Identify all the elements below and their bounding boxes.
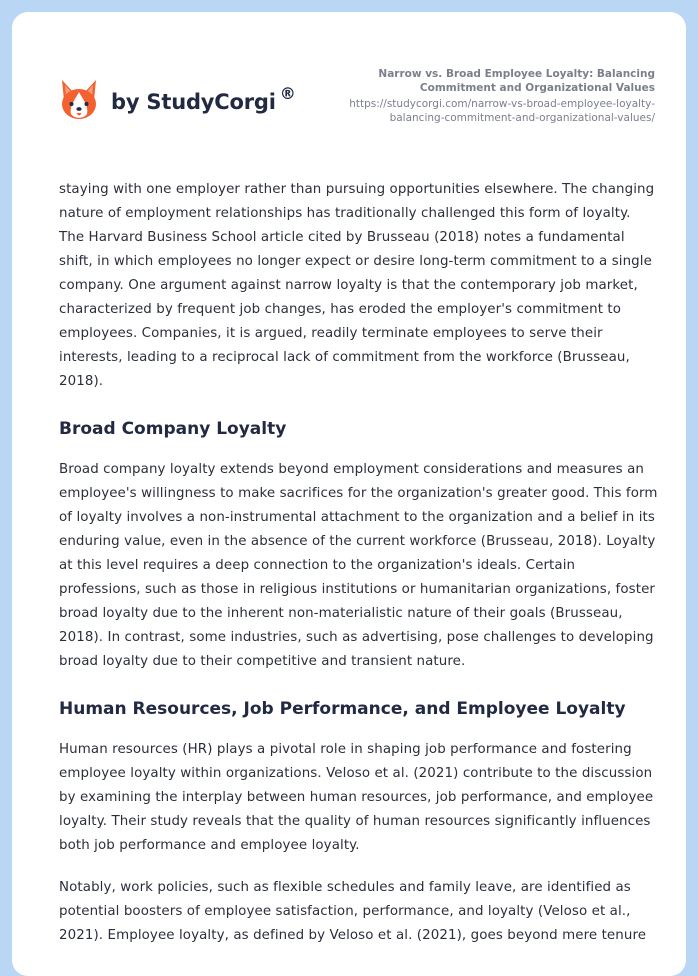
body-paragraph: staying with one employer rather than pursuing opportunities elsewhere. The changing nature of employment relationships has traditionally challenged this form of loyalty. The Harvard Business School article cited by Brusseau (2018) notes a fundamental shift, in which employees no longer expect or desire long-term commitment to a single company. One argument against narrow loyalty is that the contemporary job market, characterized by frequent job changes, has eroded the employer's commitment to employees. Companies, it is argued, readily terminate employees to serve their interests, leading to a reciprocal lack of commitment from the workforce (Brusseau, 2018). xyxy=(59,182,655,389)
section-heading: Human Resources, Job Performance, and Employee Loyalty xyxy=(59,699,626,719)
logo-text xyxy=(111,84,296,114)
corgi-icon xyxy=(59,78,99,122)
page-header xyxy=(12,12,686,162)
body-paragraph: Notably, work policies, such as flexible schedules and family leave, are identified as potential boosters of employee satisfaction, performance, and loyalty (Veloso et al., 2021). Employee loyalty, as defined by Veloso et al. (2021), goes beyond mere tenure xyxy=(59,880,647,943)
section-heading: Broad Company Loyalty xyxy=(59,419,287,439)
logo-wordmark: by StudyCorgi xyxy=(111,90,276,114)
registered-mark: ® xyxy=(279,84,296,103)
document-page xyxy=(12,12,686,976)
studycorgi-logo[interactable] xyxy=(59,76,296,124)
document-body xyxy=(59,178,659,966)
document-meta xyxy=(325,67,655,125)
document-title: Narrow vs. Broad Employee Loyalty: Balancing Commitment and Organizational Values xyxy=(378,68,655,94)
document-url[interactable]: https://studycorgi.com/narrow-vs-broad-employee-loyalty-balancing-commitment-and-organizational-values/ xyxy=(349,98,655,124)
body-paragraph: Human resources (HR) plays a pivotal role in shaping job performance and fostering employee loyalty within organizations. Veloso et al. (2021) contribute to the discussion by examining the interplay between human resources, job performance, and employee loyalty. Their study reveals that the quality of human resources significantly influences both job performance and employee loyalty. xyxy=(59,742,654,853)
body-paragraph: Broad company loyalty extends beyond employment considerations and measures an employee's willingness to make sacrifices for the organization's greater good. This form of loyalty involves a non-instrumental attachment to the organization and a belief in its enduring value, even in the absence of the current workforce (Brusseau, 2018). Loyalty at this level requires a deep connection to the organization's ideals. Certain professions, such as those in religious institutions or humanitarian organizations, foster broad loyalty due to the inherent non-materialistic nature of their goals (Brusseau, 2018). In contrast, some industries, such as advertising, pose challenges to developing broad loyalty due to their competitive and transient nature. xyxy=(59,462,658,669)
